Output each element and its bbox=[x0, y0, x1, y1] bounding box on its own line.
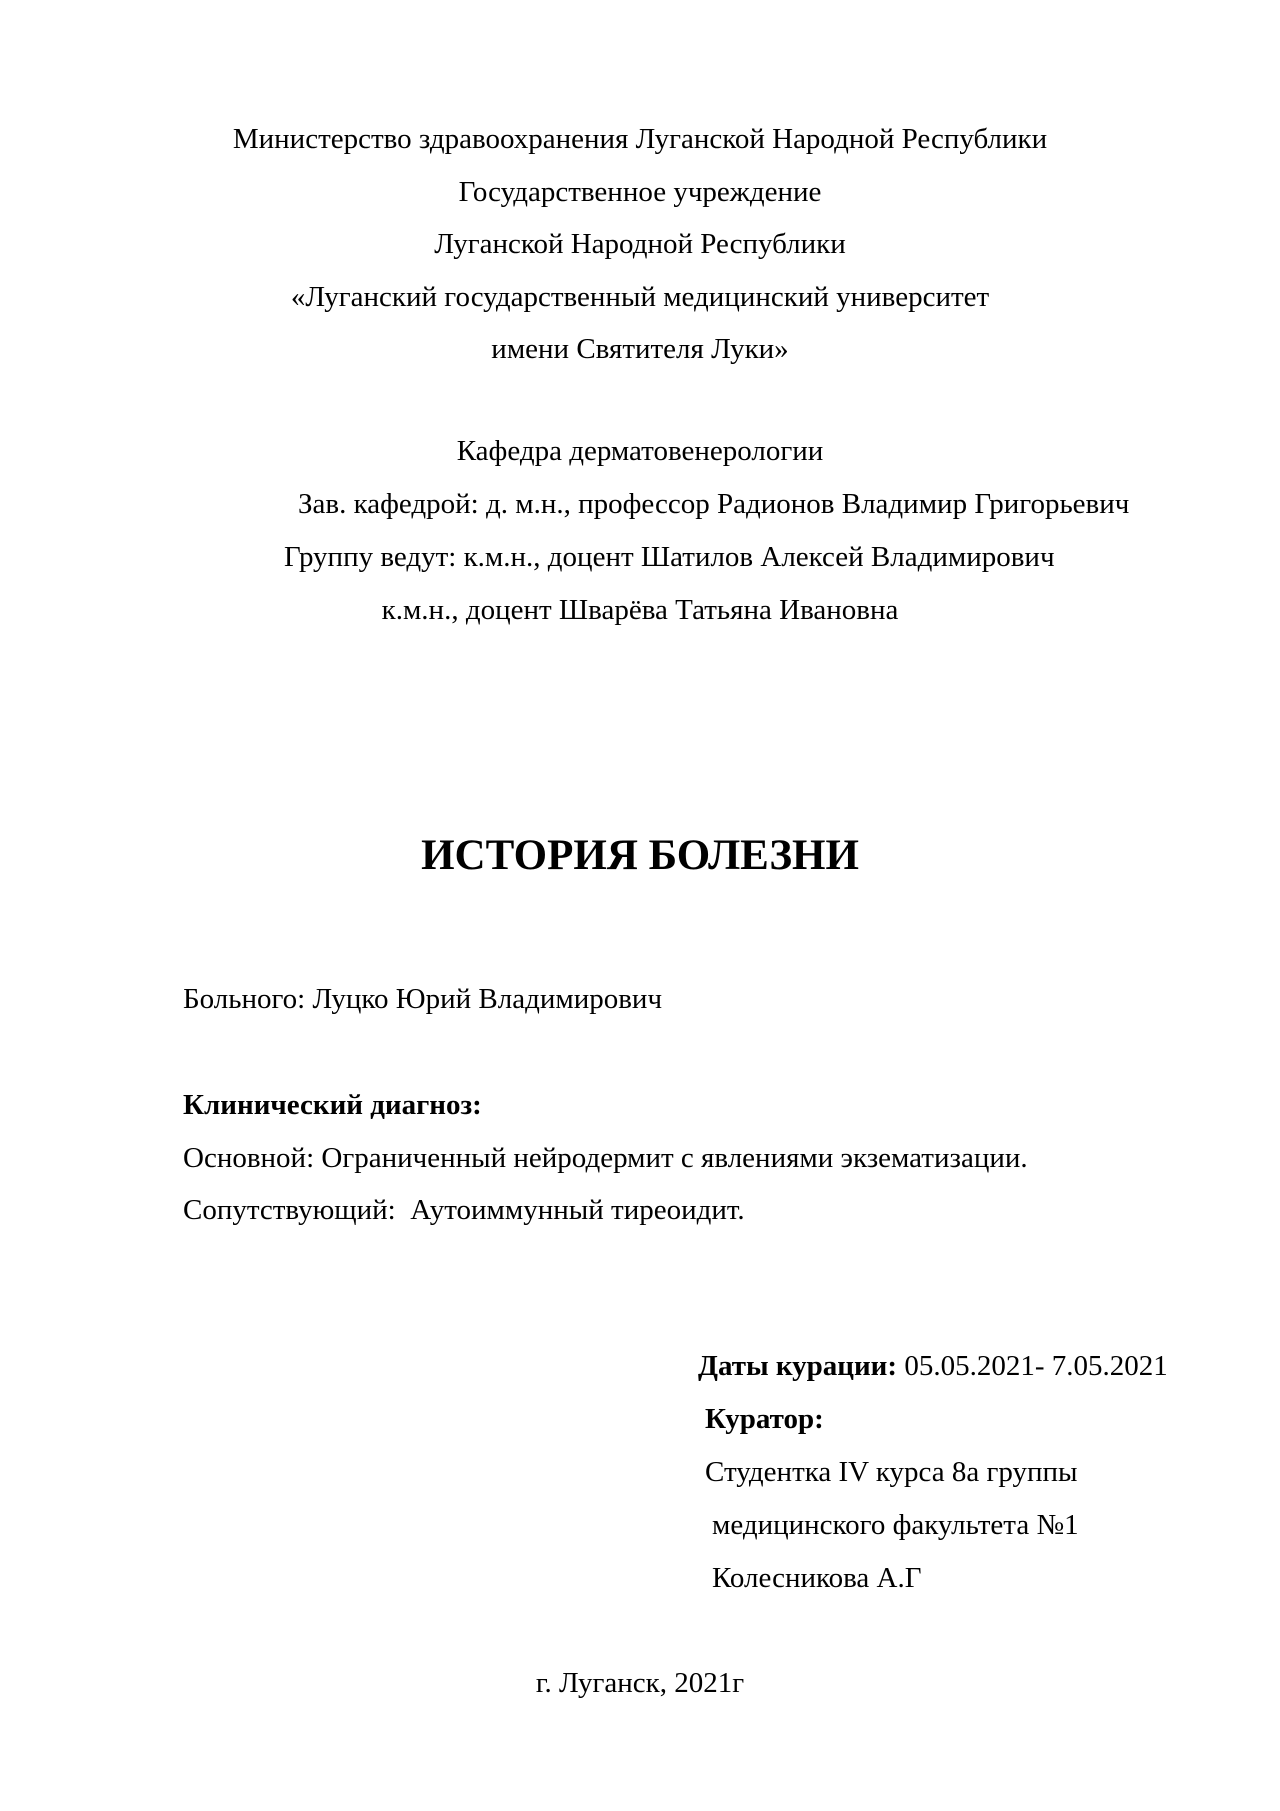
ministry-line: Министерство здравоохранения Луганской Народной Республики bbox=[232, 123, 1048, 155]
patient-name: Луцко Юрий Владимирович bbox=[312, 983, 663, 1015]
department-name: Кафедра дерматовенерологии bbox=[456, 435, 824, 467]
patient-line bbox=[183, 982, 662, 1017]
concomitant-diagnosis-label: Сопутствующий: bbox=[183, 1194, 396, 1226]
instructors-line-1: Группу ведут: к.м.н., доцент Шатилов Алексей Владимирович bbox=[284, 541, 1055, 573]
diagnosis-heading: Клинический диагноз: bbox=[183, 1089, 482, 1121]
main-diagnosis-line bbox=[183, 1141, 1028, 1176]
curator-line-3: Колесникова А.Г bbox=[712, 1562, 922, 1594]
curation-dates-line bbox=[698, 1349, 1168, 1384]
university-line-1: «Луганский государственный медицинский университет bbox=[290, 281, 990, 313]
curator-line-2: медицинского факультета №1 bbox=[712, 1509, 1079, 1541]
page-title: ИСТОРИЯ БОЛЕЗНИ bbox=[421, 832, 859, 879]
main-diagnosis-label: Основной: bbox=[183, 1142, 315, 1174]
curator-line-1: Студентка IV курса 8а группы bbox=[705, 1456, 1078, 1488]
university-line-2: имени Святителя Луки» bbox=[491, 333, 789, 365]
main-diagnosis-value: Ограниченный нейродермит с явлениями экзематизации. bbox=[321, 1142, 1028, 1174]
institution-type-line: Государственное учреждение bbox=[458, 176, 822, 208]
republic-line: Луганской Народной Республики bbox=[434, 228, 846, 260]
instructors-line-2: к.м.н., доцент Шварёва Татьяна Ивановна bbox=[381, 594, 899, 626]
curator-label: Куратор: bbox=[705, 1403, 824, 1435]
patient-label: Больного: bbox=[183, 983, 306, 1015]
concomitant-diagnosis-value: Аутоиммунный тиреоидит. bbox=[410, 1194, 745, 1226]
concomitant-diagnosis-line bbox=[183, 1193, 745, 1228]
curation-dates-value: 05.05.2021- 7.05.2021 bbox=[904, 1350, 1168, 1382]
city-year: г. Луганск, 2021г bbox=[535, 1667, 745, 1699]
department-head: Зав. кафедрой: д. м.н., профессор Радионов Владимир Григорьевич bbox=[298, 488, 1130, 520]
curation-dates-label: Даты курации: bbox=[698, 1350, 898, 1382]
